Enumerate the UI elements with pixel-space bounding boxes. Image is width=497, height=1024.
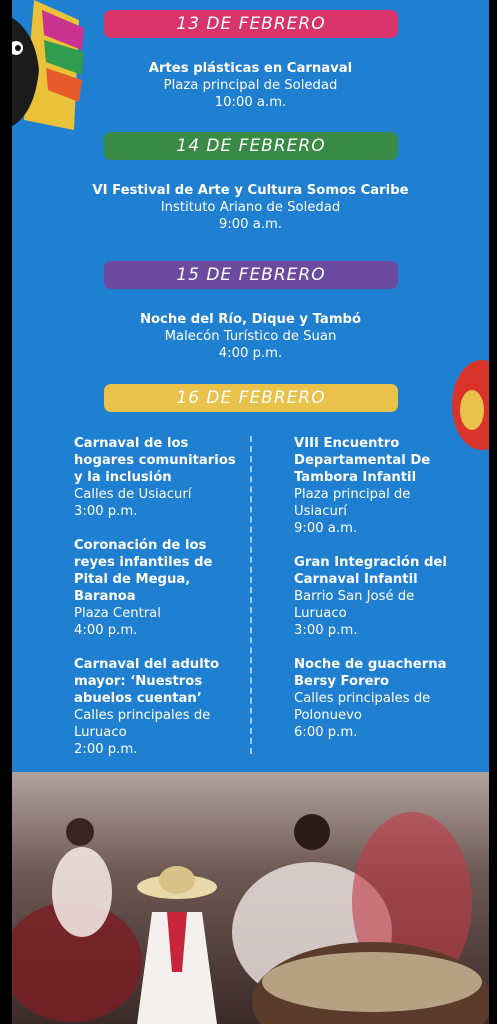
event-title: VI Festival de Arte y Cultura Somos Caribe: [92, 183, 409, 198]
event-time: 2:00 p.m.: [74, 742, 138, 757]
event-time: 4:00 p.m.: [74, 623, 138, 638]
day16-left-column: [74, 435, 244, 775]
event-14: [12, 182, 489, 233]
date-banner-15: 15 DE FEBRERO: [104, 261, 398, 289]
event-15: [12, 311, 489, 362]
event-title: Carnaval del adulto mayor: ‘Nuestros abuelos cuentan’: [74, 657, 220, 706]
event-place: Plaza principal de Soledad: [163, 78, 338, 93]
event-time: 3:00 p.m.: [74, 504, 138, 519]
event-place: Plaza Central: [74, 606, 161, 621]
event-title: VIII Encuentro Departamental De Tambora Infantil: [294, 436, 431, 485]
event-place: Calles de Usiacurí: [74, 487, 192, 502]
event-time: 3:00 p.m.: [294, 623, 358, 638]
event-time: 4:00 p.m.: [218, 346, 283, 361]
event-title: Artes plásticas en Carnaval: [148, 61, 353, 76]
event-16-left-3: [74, 656, 244, 758]
event-time: 6:00 p.m.: [294, 725, 358, 740]
carnival-schedule-poster: [12, 0, 489, 1024]
column-divider: [250, 436, 252, 754]
event-title: Noche de guacherna Bersy Forero: [294, 657, 447, 689]
day16-right-column: [294, 435, 464, 758]
event-title: Carnaval de los hogares comunitarios y la inclusión: [74, 436, 236, 485]
dancers-illustration: [12, 772, 489, 1024]
event-place: Barrio San José de Luruaco: [294, 589, 415, 621]
event-place: Malecón Turístico de Suan: [164, 329, 337, 344]
event-title: Gran Integración del Carnaval Infantil: [294, 555, 447, 587]
event-place: Plaza principal de Usiacurí: [294, 487, 411, 519]
date-banner-13: 13 DE FEBRERO: [104, 10, 398, 38]
event-title: Coronación de los reyes infantiles de Pital de Megua, Baranoa: [74, 538, 213, 604]
event-time: 9:00 a.m.: [294, 521, 358, 536]
event-place: Calles principales de Polonuevo: [294, 691, 431, 723]
date-banner-16: 16 DE FEBRERO: [104, 384, 398, 412]
event-title: Noche del Río, Dique y Tambó: [139, 312, 362, 327]
event-time: 9:00 a.m.: [218, 217, 283, 232]
event-16-right-2: [294, 554, 464, 639]
event-place: Calles principales de Luruaco: [74, 708, 211, 740]
event-16-right-1: [294, 435, 464, 537]
screen-edge: [489, 0, 497, 1024]
date-banner-14: 14 DE FEBRERO: [104, 132, 398, 160]
event-time: 10:00 a.m.: [214, 95, 287, 110]
event-16-right-3: [294, 656, 464, 741]
event-place: Instituto Ariano de Soledad: [160, 200, 341, 215]
carnival-dancers-photo: [12, 772, 489, 1024]
event-16-left-2: [74, 537, 244, 639]
event-13: [12, 60, 489, 111]
event-16-left-1: [74, 435, 244, 520]
